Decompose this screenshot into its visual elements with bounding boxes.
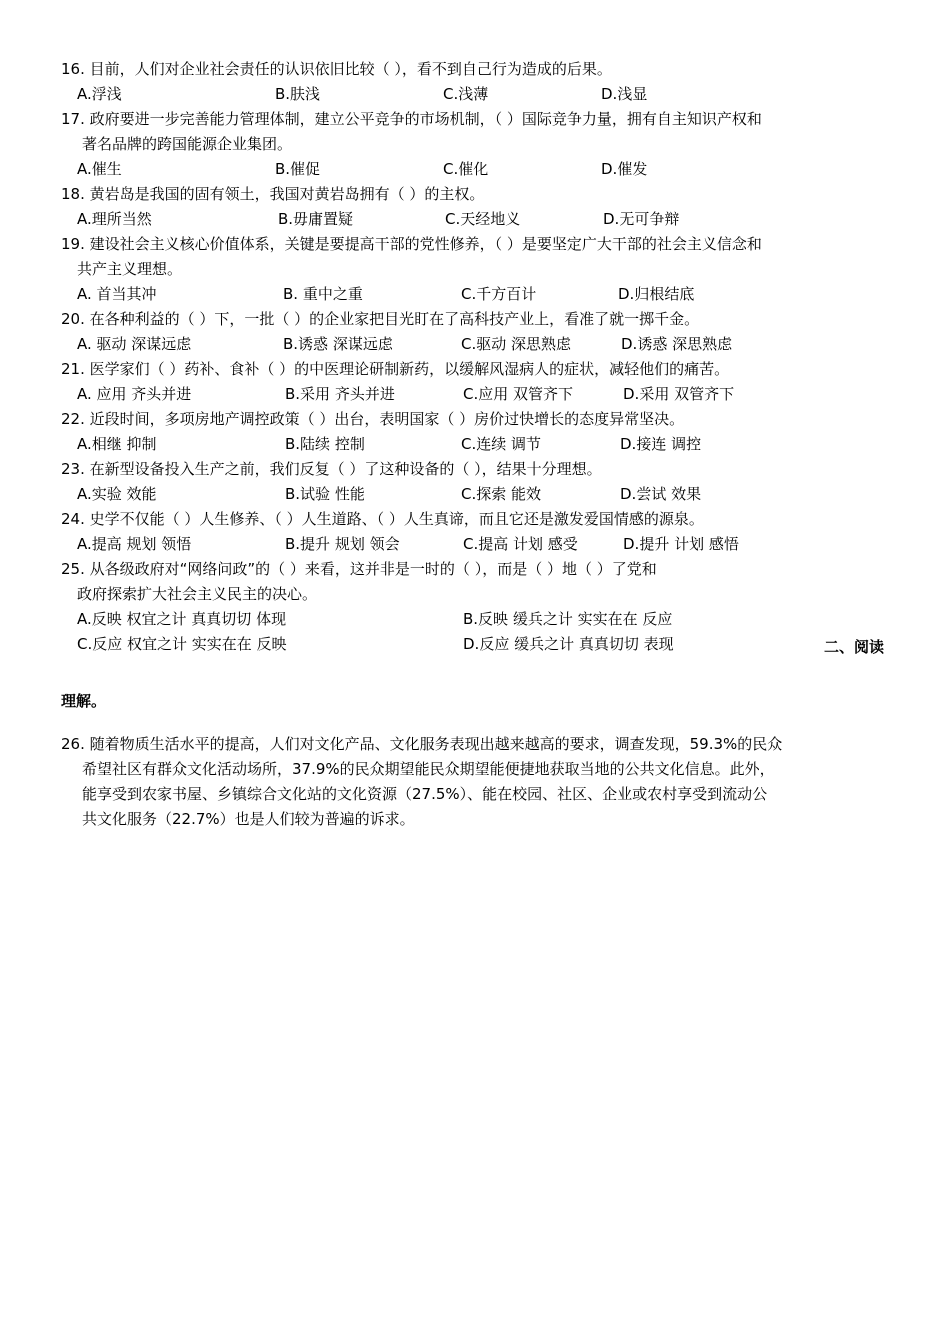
question-19-stem-cont: 共产主义理想。 xyxy=(77,260,183,278)
question-23-stem: 23. 在新型设备投入生产之前，我们反复（ ）了这种设备的（ ），结果十分理想。 xyxy=(61,460,602,478)
question-16-option-d: D.浅显 xyxy=(601,85,648,103)
question-17-option-a: A.催生 xyxy=(77,160,122,178)
question-17-option-d: D.催发 xyxy=(601,160,648,178)
question-17-option-c: C.催化 xyxy=(443,160,489,178)
question-21-option-d: D.采用 双管齐下 xyxy=(623,385,735,403)
question-23-option-b: B.试验 性能 xyxy=(285,485,365,503)
section-title-part1: 二、阅读 xyxy=(824,638,885,656)
question-23-option-c: C.探索 能效 xyxy=(461,485,542,503)
question-24-option-a: A.提高 规划 领悟 xyxy=(77,535,192,553)
question-22-option-a: A.相继 抑制 xyxy=(77,435,157,453)
question-19-option-d: D.归根结底 xyxy=(618,285,695,303)
question-21-option-a: A. 应用 齐头并进 xyxy=(77,385,192,403)
question-18-option-d: D.无可争辩 xyxy=(603,210,680,228)
question-22-option-b: B.陆续 控制 xyxy=(285,435,365,453)
question-19-option-b: B. 重中之重 xyxy=(283,285,363,303)
question-19-stem: 19. 建设社会主义核心价值体系，关键是要提高干部的党性修养，（ ）是要坚定广大干部的社会主义信念和 xyxy=(61,235,762,253)
question-20-stem: 20. 在各种利益的（ ）下，一批（ ）的企业家把目光盯在了高科技产业上，看准了就一掷千金。 xyxy=(61,310,700,328)
passage-line-3: 能享受到农家书屋、乡镇综合文化站的文化资源（27.5%）、能在校园、社区、企业或农村享受到流动公 xyxy=(82,785,768,803)
question-17-option-b: B.催促 xyxy=(275,160,321,178)
section-title-part2: 理解。 xyxy=(61,692,107,710)
question-24-option-c: C.提高 计划 感受 xyxy=(463,535,578,553)
question-23-option-d: D.尝试 效果 xyxy=(620,485,702,503)
question-19-option-c: C.千方百计 xyxy=(461,285,537,303)
question-22-option-d: D.接连 调控 xyxy=(620,435,702,453)
question-19-option-a: A. 首当其冲 xyxy=(77,285,157,303)
question-21-option-b: B.采用 齐头并进 xyxy=(285,385,395,403)
passage-line-1: 26. 随着物质生活水平的提高，人们对文化产品、文化服务表现出越来越高的要求，调查发现，59.3%的民众 xyxy=(61,735,783,753)
question-18-option-c: C.天经地义 xyxy=(445,210,521,228)
question-21-stem: 21. 医学家们（ ）药补、食补（ ）的中医理论研制新药，以缓解风湿病人的症状，减轻他们的痛苦。 xyxy=(61,360,730,378)
question-17-stem-cont: 著名品牌的跨国能源企业集团。 xyxy=(82,135,293,153)
question-22-stem: 22. 近段时间，多项房地产调控政策（ ）出台，表明国家（ ）房价过快增长的态度异常坚决。 xyxy=(61,410,685,428)
question-20-option-a: A. 驱动 深谋远虑 xyxy=(77,335,192,353)
question-16-option-b: B.肤浅 xyxy=(275,85,321,103)
question-24-stem: 24. 史学不仅能（ ）人生修养、（ ）人生道路、（ ）人生真谛，而且它还是激发爱国情感的源泉。 xyxy=(61,510,704,528)
question-25-stem: 25. 从各级政府对“网络问政”的（ ）来看，这并非是一时的（ ），而是（ ）地（ ）了党和 xyxy=(61,560,657,578)
question-20-option-c: C.驱动 深思熟虑 xyxy=(461,335,572,353)
passage-line-2: 希望社区有群众文化活动场所，37.9%的民众期望能民众期望能便捷地获取当地的公共文化信息。此外， xyxy=(82,760,775,778)
question-24-option-d: D.提升 计划 感悟 xyxy=(623,535,739,553)
question-20-option-d: D.诱惑 深思熟虑 xyxy=(621,335,733,353)
question-25-stem-cont: 政府探索扩大社会主义民主的决心。 xyxy=(77,585,318,603)
question-16-stem: 16. 目前，人们对企业社会责任的认识依旧比较（ ），看不到自己行为造成的后果。 xyxy=(61,60,612,78)
question-23-option-a: A.实验 效能 xyxy=(77,485,157,503)
question-17-stem: 17. 政府要进一步完善能力管理体制，建立公平竞争的市场机制，（ ）国际竞争力量，拥有自主知识产权和 xyxy=(61,110,762,128)
question-21-option-c: C.应用 双管齐下 xyxy=(463,385,574,403)
question-25-option-d: D.反应 缓兵之计 真真切切 表现 xyxy=(463,635,674,653)
question-20-option-b: B.诱惑 深谋远虑 xyxy=(283,335,393,353)
question-16-option-c: C.浅薄 xyxy=(443,85,489,103)
question-25-option-b: B.反映 缓兵之计 实实在在 反应 xyxy=(463,610,673,628)
question-18-stem: 18. 黄岩岛是我国的固有领土，我国对黄岩岛拥有（ ）的主权。 xyxy=(61,185,485,203)
question-25-option-a: A.反映 权宜之计 真真切切 体现 xyxy=(77,610,287,628)
question-24-option-b: B.提升 规划 领会 xyxy=(285,535,400,553)
question-18-option-b: B.毋庸置疑 xyxy=(278,210,354,228)
question-16-option-a: A.浮浅 xyxy=(77,85,122,103)
question-22-option-c: C.连续 调节 xyxy=(461,435,542,453)
passage-line-4: 共文化服务（22.7%）也是人们较为普遍的诉求。 xyxy=(82,810,415,828)
question-25-option-c: C.反应 权宜之计 实实在在 反映 xyxy=(77,635,287,653)
question-18-option-a: A.理所当然 xyxy=(77,210,152,228)
